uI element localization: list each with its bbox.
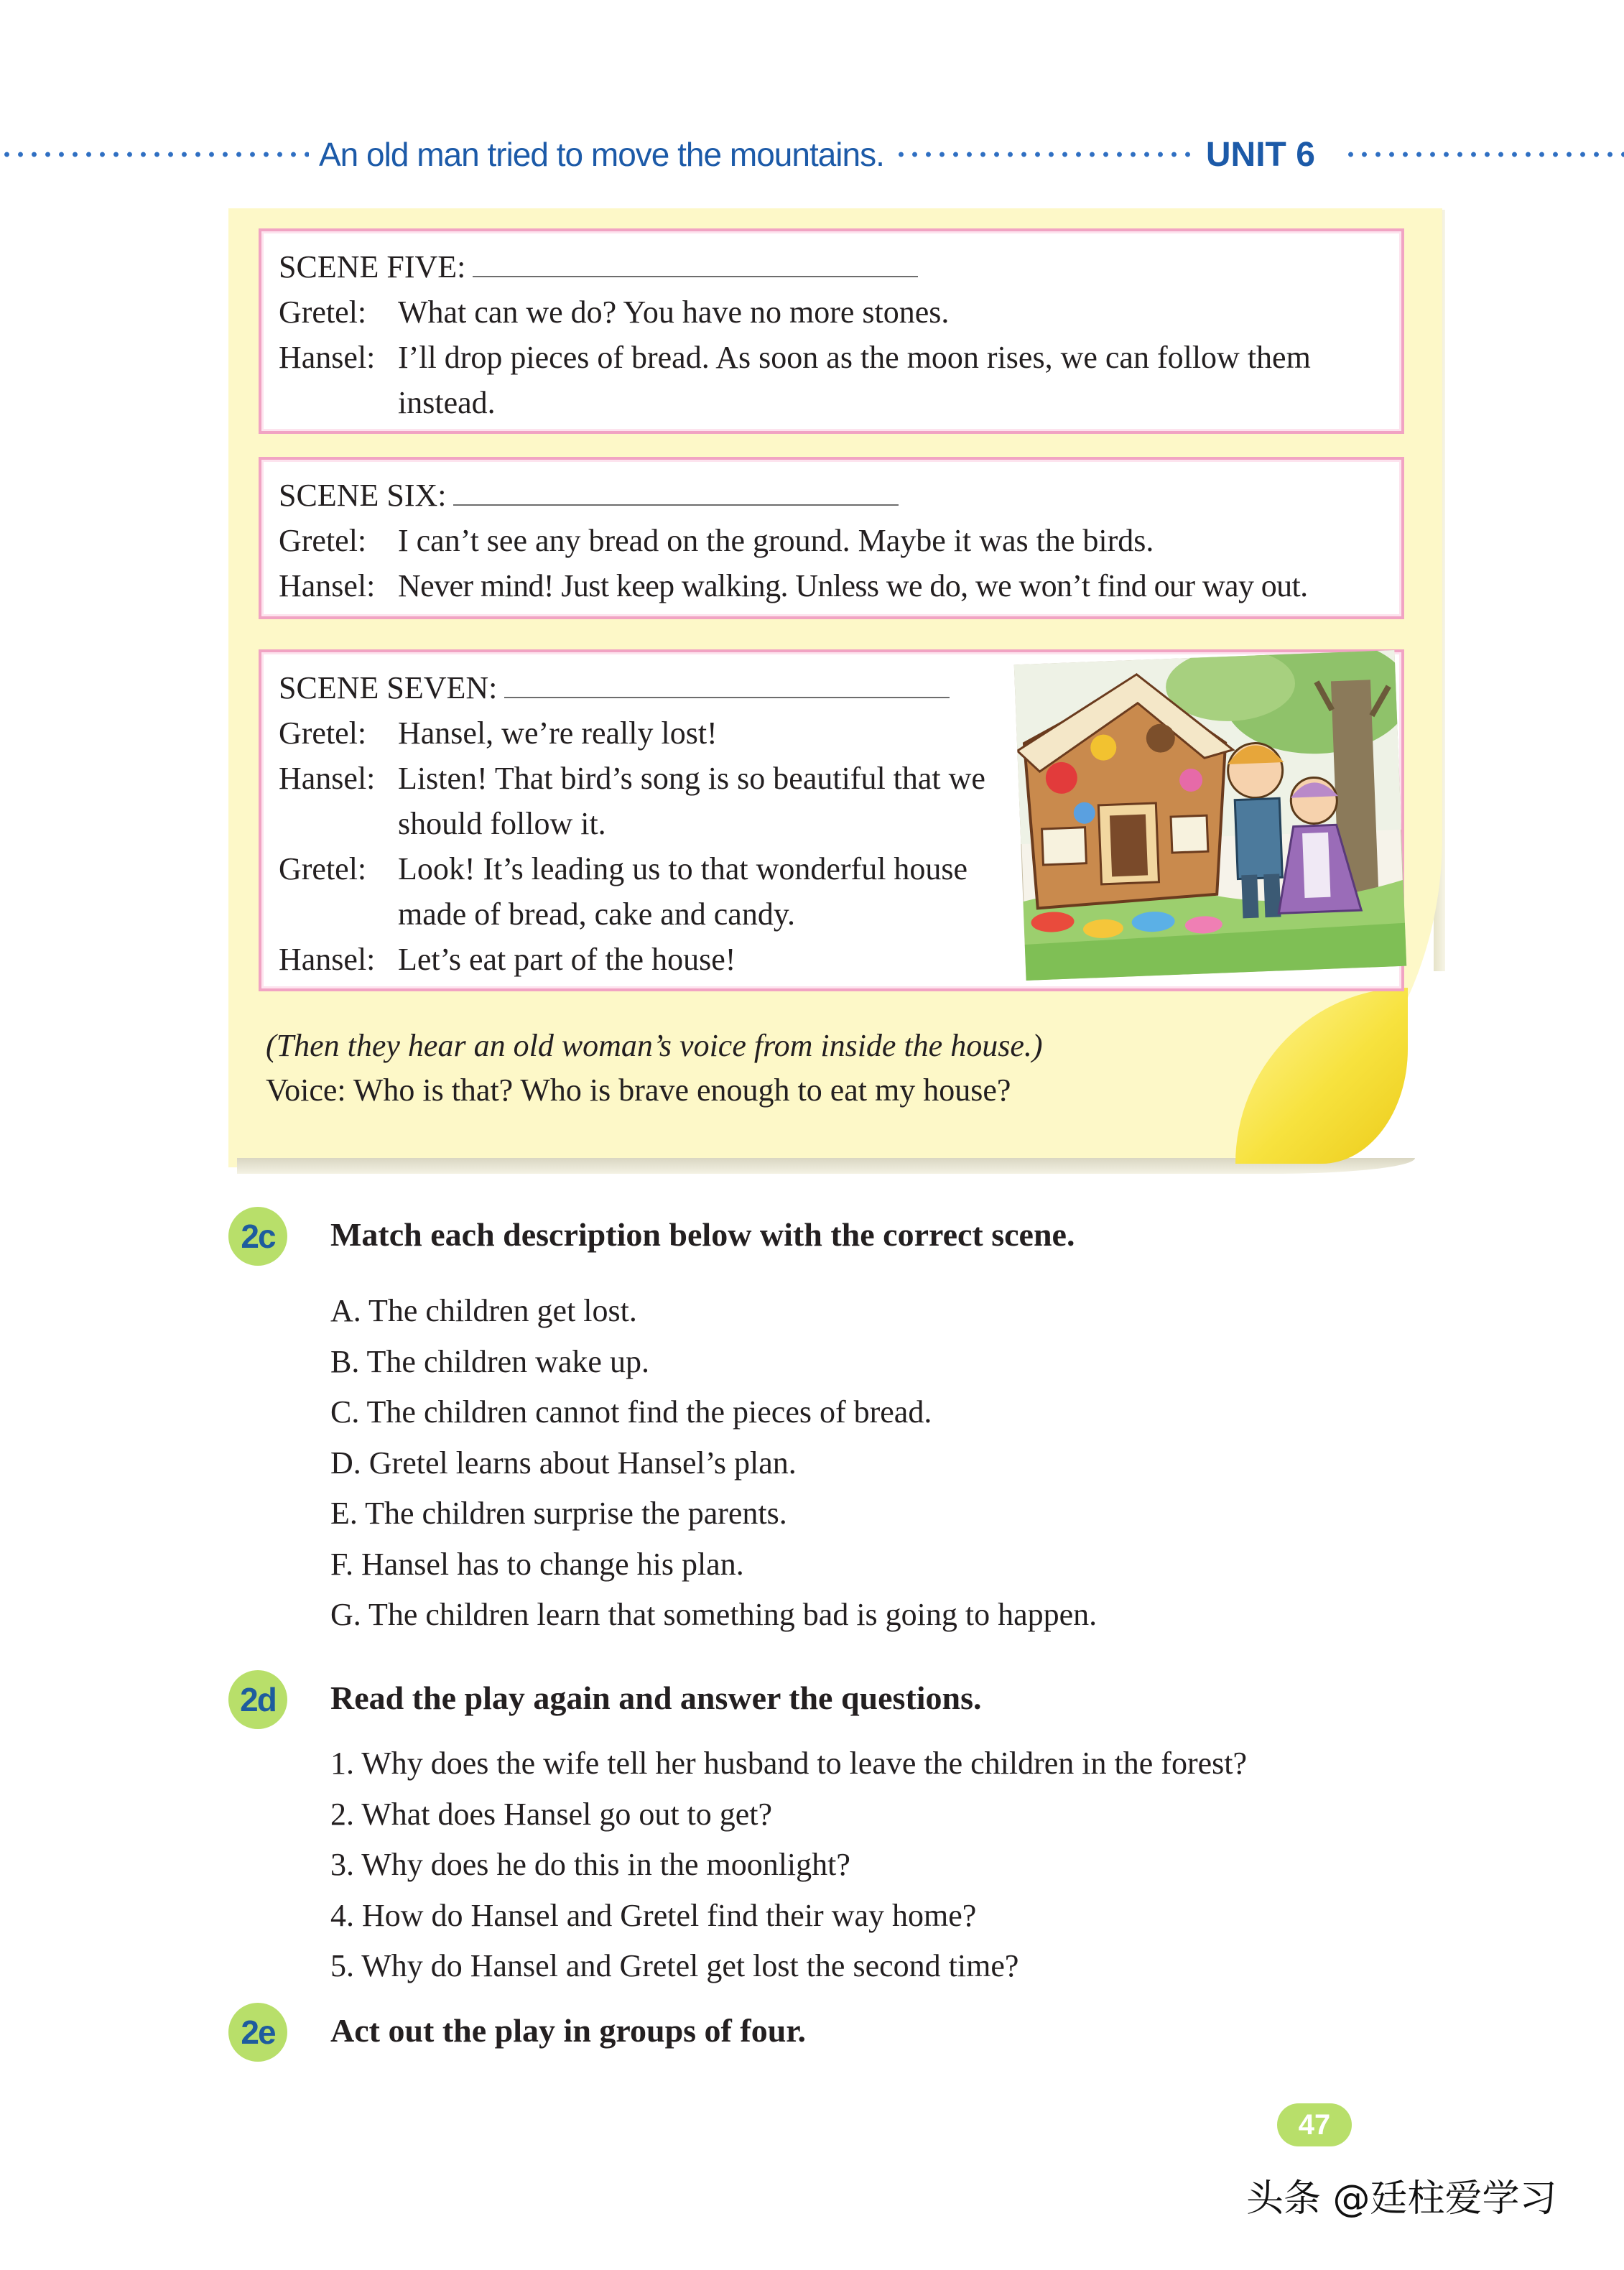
dialogue-text: What can we do? You have no more stones. [398, 295, 950, 330]
list-item: 2. What does Hansel go out to get? [330, 1796, 773, 1832]
dialogue-text: Hansel, we’re really lost! [398, 715, 718, 751]
scene-six-box [259, 457, 1404, 619]
speaker: Hansel: [279, 761, 376, 796]
exercise-2e-instruction: Act out the play in groups of four. [330, 2012, 806, 2049]
stage-direction: (Then they hear an old woman’s voice from inside the house.) [266, 1028, 1043, 1063]
dotted-rule [0, 151, 309, 158]
list-item: D. Gretel learns about Hansel’s plan. [330, 1445, 797, 1481]
narration [266, 1024, 1043, 1113]
speaker: Gretel: [279, 295, 367, 330]
scene-title-blank[interactable] [473, 250, 918, 277]
dialogue-line [279, 289, 1386, 335]
exercise-2d-instruction: Read the play again and answer the questions. [330, 1680, 982, 1716]
page-number: 47 [1277, 2103, 1352, 2146]
scene-title-text: SCENE FIVE: [279, 249, 466, 284]
speaker: Hansel: [279, 568, 376, 603]
exercise-2c-instruction: Match each description below with the correct scene. [330, 1216, 1075, 1253]
list-item: 5. Why do Hansel and Gretel get lost the second time? [330, 1948, 1019, 1983]
dialogue-text: Look! It’s leading us to that wonderful house made of bread, cake and candy. [398, 851, 968, 932]
dialogue-line [279, 335, 1386, 425]
dialogue-text: I’ll drop pieces of bread. As soon as the moon rises, we can follow them instead. [398, 340, 1311, 420]
gingerbread-house-with-hansel-and-gretel-icon [1014, 650, 1407, 981]
lesson-title: An old man tried to move the mountains. [319, 136, 884, 173]
scene-title [279, 473, 1386, 518]
exercise-2c-list [330, 1286, 1097, 1641]
speaker: Hansel: [279, 942, 376, 977]
scene-title-blank[interactable] [453, 478, 899, 506]
scene-title-blank[interactable] [504, 671, 950, 698]
dotted-rule [894, 151, 1196, 158]
exercise-badge-2d: 2d [228, 1670, 287, 1729]
exercise-badge-2c: 2c [228, 1207, 287, 1266]
speaker: Gretel: [279, 523, 367, 558]
voice-line: Voice: Who is that? Who is brave enough to eat my house? [266, 1073, 1011, 1108]
list-item: B. The children wake up. [330, 1343, 649, 1379]
watermark: 头条 @廷柱爱学习 [1246, 2177, 1557, 2220]
dialogue-text: Listen! That bird’s song is so beautiful that we should follow it. [398, 761, 985, 841]
speaker: Gretel: [279, 851, 367, 886]
dialogue-text: Let’s eat part of the house! [398, 942, 736, 977]
list-item: G. The children learn that something bad is going to happen. [330, 1597, 1098, 1632]
speaker: Gretel: [279, 715, 367, 751]
scene-title-text: SCENE SEVEN: [279, 670, 498, 705]
list-item: C. The children cannot find the pieces of bread. [330, 1394, 932, 1430]
scene-title-text: SCENE SIX: [279, 478, 447, 513]
dialogue-text: I can’t see any bread on the ground. Maybe it was the birds. [398, 523, 1154, 558]
list-item: 4. How do Hansel and Gretel find their way home? [330, 1897, 977, 1933]
dialogue-line [279, 563, 1386, 608]
list-item: A. The children get lost. [330, 1293, 637, 1328]
dialogue-text: Never mind! Just keep walking. Unless we do, we won’t find our way out. [398, 568, 1308, 603]
list-item: 1. Why does the wife tell her husband to leave the children in the forest? [330, 1746, 1247, 1781]
page-header [0, 129, 1624, 180]
scene-title [279, 244, 1386, 289]
list-item: E. The children surprise the parents. [330, 1496, 787, 1531]
exercise-badge-2e: 2e [228, 2003, 287, 2062]
list-item: F. Hansel has to change his plan. [330, 1546, 744, 1582]
unit-label: UNIT 6 [1205, 135, 1315, 174]
dialogue-line [279, 518, 1386, 563]
scene-five-box [259, 228, 1404, 434]
exercise-2d-list [330, 1738, 1247, 1992]
list-item: 3. Why does he do this in the moonlight? [330, 1847, 850, 1882]
speaker: Hansel: [279, 340, 376, 375]
dotted-rule [1344, 151, 1624, 158]
